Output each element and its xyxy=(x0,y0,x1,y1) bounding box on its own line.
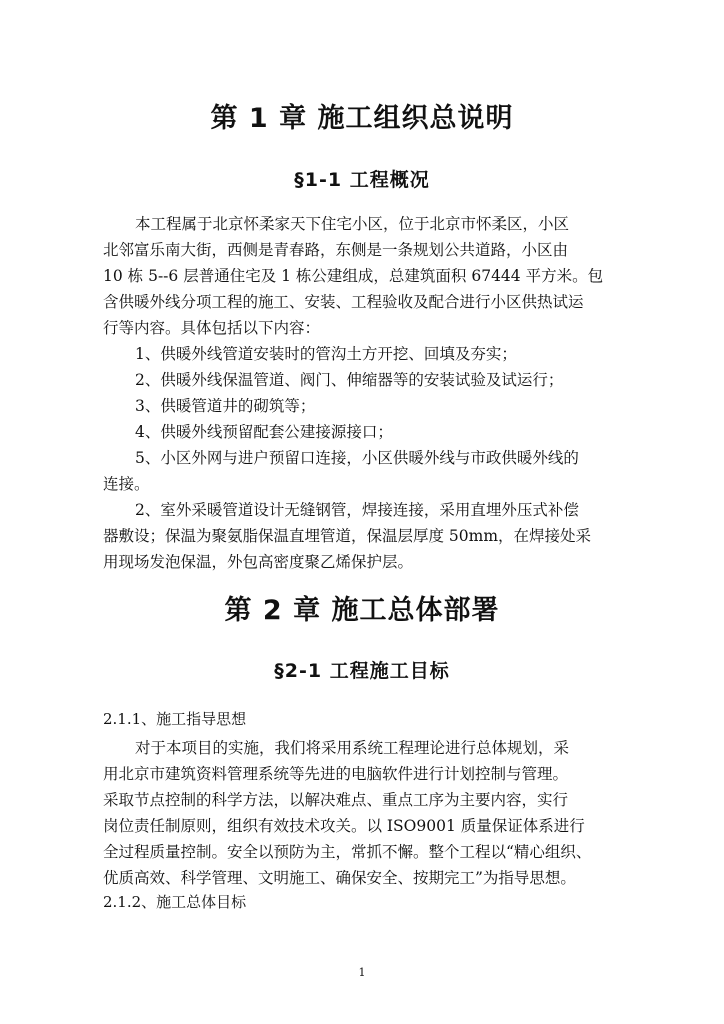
overview-line: 10 栋 5--6 层普通住宅及 1 栋公建组成，总建筑面积 67444 平方米。包 xyxy=(103,267,604,285)
pipe-paragraph-line: 用现场发泡保温，外包高密度聚乙烯保护层。 xyxy=(103,553,414,571)
guide-line: 采取节点控制的科学方法，以解决难点、重点工序为主要内容，实行 xyxy=(103,791,569,809)
pipe-paragraph-line: 2、室外采暖管道设计无缝钢管，焊接连接，采用直埋外压式补偿 xyxy=(135,501,579,519)
list-item: 3、供暖管道井的砌筑等； xyxy=(135,397,316,415)
overview-line: 本工程属于北京怀柔家天下住宅小区，位于北京市怀柔区，小区 xyxy=(135,215,570,233)
overview-paragraph xyxy=(103,211,623,575)
overview-line: 行等内容。具体包括以下内容： xyxy=(103,319,321,337)
section-1-1-title: §1-1 工程概况 xyxy=(294,169,430,191)
guide-line: 全过程质量控制。安全以预防为主，常抓不懈。整个工程以“精心组织、 xyxy=(103,843,592,861)
guide-line: 用北京市建筑资料管理系统等先进的电脑软件进行计划控制与管理。 xyxy=(103,765,569,783)
chapter-2-title: 第 2 章 施工总体部署 xyxy=(224,595,500,626)
overview-line: 北邻富乐南大街，西侧是青春路，东侧是一条规划公共道路，小区由 xyxy=(103,241,569,259)
list-item-continuation: 连接。 xyxy=(103,475,150,493)
section-2-1-title: §2-1 工程施工目标 xyxy=(274,660,450,682)
chapter-1-title: 第 1 章 施工组织总说明 xyxy=(210,103,514,134)
list-item: 1、供暖外线管道安装时的管沟土方开挖、回填及夯实； xyxy=(135,345,517,363)
subsection-2-1-1-heading: 2.1.1、施工指导思想 xyxy=(103,710,247,728)
list-item: 2、供暖外线保温管道、阀门、伸缩器等的安装试验及试运行； xyxy=(135,371,564,389)
page-number: 1 xyxy=(358,966,366,979)
guide-line: 对于本项目的实施，我们将采用系统工程理论进行总体规划，采 xyxy=(135,739,570,757)
list-item: 4、供暖外线预留配套公建接源接口； xyxy=(135,423,393,441)
pipe-paragraph-line: 器敷设；保温为聚氨脂保温直埋管道，保温层厚度 50mm，在焊接处采 xyxy=(103,527,592,545)
subsection-2-1-2-heading: 2.1.2、施工总体目标 xyxy=(103,893,247,911)
list-item: 5、小区外网与进户预留口连接，小区供暖外线与市政供暖外线的 xyxy=(135,449,579,467)
guide-paragraph xyxy=(103,735,623,891)
guide-line: 岗位责任制原则，组织有效技术攻关。以 ISO9001 质量保证体系进行 xyxy=(103,817,585,835)
guide-line: 优质高效、科学管理、文明施工、确保安全、按期完工”为指导思想。 xyxy=(103,869,576,887)
overview-line: 含供暖外线分项工程的施工、安装、工程验收及配合进行小区供热试运 xyxy=(103,293,584,311)
